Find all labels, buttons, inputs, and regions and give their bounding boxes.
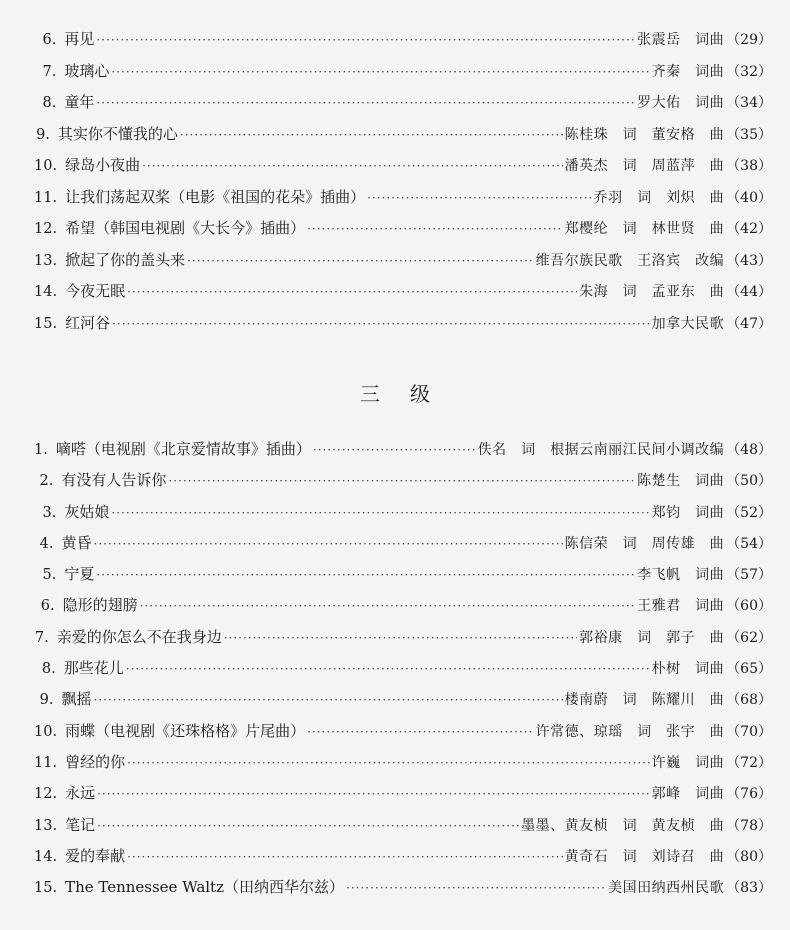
entry-credit: 张震岳 词曲	[637, 32, 725, 48]
entry-page: （72）	[726, 754, 772, 771]
entry-number: 13.	[34, 252, 58, 269]
toc-entry[interactable]	[0, 308, 790, 340]
leader-dots	[140, 591, 636, 622]
entry-title: 再见	[64, 30, 95, 48]
toc-entry[interactable]	[0, 716, 790, 747]
entry-number: 1.	[34, 442, 48, 458]
entry-credit: 许常德、琼瑶 词 张宇 曲	[535, 723, 725, 740]
entry-title: 玻璃心	[64, 61, 110, 80]
entry-credit: 朱海 词 孟亚东 曲	[579, 284, 725, 300]
leader-dots	[187, 246, 534, 278]
toc-entry[interactable]	[0, 778, 790, 809]
toc-entry[interactable]	[0, 150, 790, 182]
entry-credit: 维吾尔族民歌 王洛宾 改编	[535, 252, 725, 269]
leader-dots	[307, 214, 563, 246]
entry-credit: 美国田纳西州民歌	[608, 880, 725, 897]
toc-entry[interactable]	[0, 559, 790, 590]
entry-title: The Tennessee Waltz（田纳西华尔兹）	[65, 878, 344, 897]
entry-credit: 墨墨、黄友桢 词 黄友桢 曲	[521, 817, 725, 834]
entry-page: （70）	[726, 723, 772, 740]
entry-page: （76）	[726, 786, 772, 803]
entry-credit: 楼南蔚 词 陈耀川 曲	[564, 692, 725, 709]
entry-credit: 陈信荣 词 周传雄 曲	[564, 535, 725, 552]
entry-page: （62）	[726, 629, 772, 646]
entry-page: （60）	[726, 598, 772, 615]
entry-title: 那些花儿	[63, 659, 124, 678]
entry-title: 让我们荡起双桨（电影《祖国的花朵》插曲）	[65, 187, 366, 206]
entry-number: 14.	[34, 848, 58, 865]
leader-dots	[127, 277, 577, 309]
entry-page: （38）	[726, 158, 772, 174]
section-heading: 三级	[360, 382, 460, 406]
entry-title: 希望（韩国电视剧《大长今》插曲）	[65, 219, 306, 237]
toc-entry[interactable]	[0, 465, 790, 496]
entry-title: 红河谷	[65, 313, 111, 332]
entry-number: 15.	[34, 315, 58, 332]
toc-entry[interactable]	[0, 119, 790, 151]
leader-dots	[111, 498, 649, 529]
toc-entry[interactable]	[0, 245, 790, 277]
toc-entry[interactable]	[0, 213, 790, 245]
entry-page: （42）	[726, 221, 772, 237]
entry-credit: 郑樱纶 词 林世贤 曲	[564, 221, 725, 237]
entry-credit: 陈楚生 词曲	[637, 473, 725, 490]
entry-credit: 乔羽 词 刘炽 曲	[593, 189, 725, 206]
entry-number: 10.	[34, 158, 58, 174]
entry-number: 9.	[39, 692, 54, 709]
entry-page: （52）	[726, 504, 772, 521]
entry-number: 5.	[42, 567, 57, 584]
entry-credit: 罗大佑 词曲	[637, 95, 725, 111]
entry-number: 4.	[39, 535, 54, 552]
entry-number: 13.	[34, 817, 58, 834]
leader-dots	[168, 466, 635, 497]
entry-title: 曾经的你	[65, 752, 126, 771]
entry-credit: 陈桂珠 词 董安格 曲	[564, 126, 725, 143]
entry-title: 宁夏	[64, 565, 95, 584]
entry-title: 笔记	[65, 815, 96, 834]
toc-entry[interactable]	[0, 747, 790, 778]
leader-dots	[313, 435, 476, 466]
entry-credit: 朴树 词曲	[651, 661, 725, 678]
leader-dots	[94, 529, 563, 560]
leader-dots	[112, 309, 650, 341]
entry-title: 嘀嗒（电视剧《北京爱情故事》插曲）	[55, 440, 311, 458]
leader-dots	[127, 842, 563, 873]
entry-title: 飘摇	[61, 690, 92, 709]
leader-dots	[224, 623, 577, 654]
entry-page: （47）	[726, 315, 772, 332]
toc-entry[interactable]	[0, 497, 790, 528]
entry-number: 8.	[41, 661, 56, 678]
leader-dots	[96, 560, 635, 591]
entry-credit: 黄奇石 词 刘诗召 曲	[564, 848, 725, 865]
leader-dots	[111, 57, 649, 89]
entry-number: 14.	[34, 284, 58, 300]
toc-entry[interactable]	[0, 528, 790, 559]
entry-title: 其实你不懂我的心	[57, 124, 178, 143]
entry-page: （44）	[726, 284, 772, 300]
entry-number: 3.	[42, 504, 57, 521]
toc-entry[interactable]	[0, 653, 790, 684]
entry-page: （40）	[726, 189, 772, 206]
leader-dots	[307, 717, 534, 748]
leader-dots	[97, 811, 519, 842]
entry-page: （65）	[726, 661, 772, 678]
toc-entry[interactable]	[0, 872, 790, 903]
entry-page: （32）	[726, 63, 772, 80]
entry-page: （68）	[726, 692, 772, 709]
toc-entry[interactable]	[0, 434, 790, 465]
entry-credit: 郭裕康 词 郭子 曲	[579, 629, 725, 646]
entry-number: 8.	[42, 95, 57, 111]
leader-dots	[96, 25, 635, 57]
leader-dots	[127, 748, 650, 779]
entry-page: （83）	[726, 880, 772, 897]
entry-number: 7.	[34, 629, 49, 646]
leader-dots	[180, 120, 563, 152]
entry-credit: 潘英杰 词 周蓝萍 曲	[564, 158, 725, 174]
entry-page: （29）	[726, 32, 772, 48]
toc-entry[interactable]	[0, 841, 790, 872]
entry-number: 9.	[36, 126, 50, 143]
entry-credit: 郭峰 词曲	[651, 786, 725, 803]
entry-title: 有没有人告诉你	[61, 471, 167, 490]
entry-page: （50）	[726, 473, 772, 490]
entry-credit: 郑钧 词曲	[651, 504, 725, 521]
entry-page: （48）	[726, 442, 772, 458]
entry-title: 爱的奉献	[65, 846, 126, 865]
toc-entry[interactable]	[0, 24, 790, 56]
entry-number: 2.	[39, 473, 54, 490]
toc-entry[interactable]	[0, 276, 790, 308]
entry-title: 童年	[64, 93, 95, 111]
toc-entry[interactable]	[0, 684, 790, 715]
leader-dots	[94, 685, 563, 716]
entry-credit: 许巍 词曲	[651, 754, 725, 771]
entry-number: 12.	[34, 786, 58, 803]
entry-number: 10.	[34, 723, 58, 740]
entry-page: （35）	[726, 126, 772, 143]
leader-dots	[142, 151, 563, 183]
entry-number: 11.	[34, 189, 58, 206]
entry-title: 灰姑娘	[64, 502, 110, 521]
entry-credit: 王雅君 词曲	[637, 598, 725, 615]
toc-entry[interactable]	[0, 622, 790, 653]
toc-list-level-2	[0, 24, 790, 339]
entry-page: （43）	[726, 252, 772, 269]
entry-title: 绿岛小夜曲	[65, 156, 141, 174]
toc-entry[interactable]	[0, 590, 790, 621]
toc-entry[interactable]	[0, 182, 790, 214]
entry-number: 12.	[34, 221, 58, 237]
entry-page: （80）	[726, 848, 772, 865]
entry-number: 15.	[34, 880, 58, 897]
toc-list-level-3	[0, 434, 790, 903]
entry-page: （57）	[726, 567, 772, 584]
entry-title: 今夜无眠	[65, 282, 126, 300]
entry-title: 隐形的翅膀	[62, 596, 138, 615]
leader-dots	[126, 654, 650, 685]
leader-dots	[367, 183, 592, 215]
entry-number: 11.	[34, 754, 58, 771]
entry-page: （78）	[726, 817, 772, 834]
entry-title: 亲爱的你怎么不在我身边	[56, 627, 222, 646]
entry-title: 黄昏	[61, 533, 92, 552]
entry-page: （54）	[726, 535, 772, 552]
entry-number: 6.	[42, 32, 57, 48]
toc-entry[interactable]	[0, 810, 790, 841]
entry-credit: 齐秦 词曲	[651, 63, 725, 80]
toc-entry[interactable]	[0, 56, 790, 88]
entry-title: 雨蝶（电视剧《还珠格格》片尾曲）	[65, 721, 306, 740]
entry-number: 6.	[40, 598, 55, 615]
leader-dots	[96, 88, 635, 120]
leader-dots	[97, 779, 650, 810]
entry-credit: 李飞帆 词曲	[637, 567, 725, 584]
leader-dots	[346, 873, 606, 904]
entry-credit: 佚名 词 根据云南丽江民间小调改编	[477, 442, 725, 458]
entry-credit: 加拿大民歌	[651, 315, 725, 332]
entry-title: 掀起了你的盖头来	[65, 250, 186, 269]
toc-entry[interactable]	[0, 87, 790, 119]
entry-page: （34）	[726, 95, 772, 111]
entry-title: 永远	[65, 784, 96, 803]
entry-number: 7.	[42, 63, 57, 80]
